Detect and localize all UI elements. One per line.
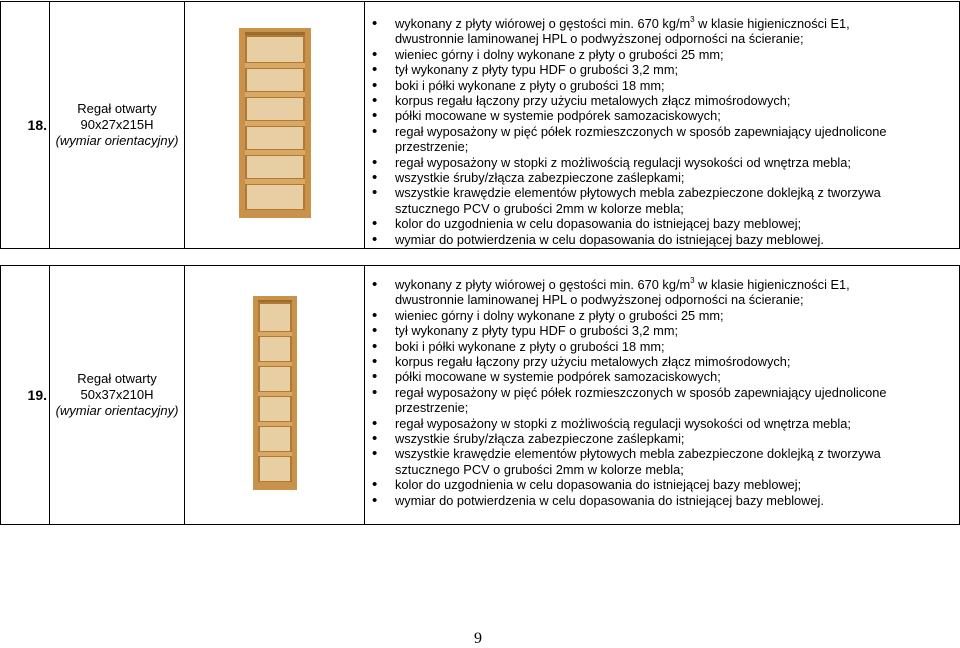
- spec-line: • regał wyposażony w pięć półek rozmieszczonych w sposób zapewniający ujednolicone: [393, 385, 959, 400]
- page-number: 9: [474, 630, 482, 647]
- item-description: [365, 2, 960, 249]
- item-note: (wymiar orientacyjny): [55, 403, 179, 418]
- product-row-19: [0, 265, 960, 525]
- spec-line-cont: przestrzenie;: [395, 400, 469, 416]
- spec-line-cont: dwustronnie laminowanej HPL o podwyższonej odporności na ścieranie;: [395, 292, 804, 308]
- item-name: Regał otwarty: [77, 371, 157, 386]
- spec-line: • półki mocowane w systemie podpórek samozaciskowych;: [393, 369, 959, 384]
- item-number: 18.: [1, 2, 50, 249]
- spec-line: • tył wykonany z płyty typu HDF o grubości 3,2 mm;: [393, 62, 959, 77]
- spec-line: • boki i półki wykonane z płyty o grubości 18 mm;: [393, 339, 959, 354]
- spec-line: • korpus regału łączony przy użyciu metalowych złącz mimośrodowych;: [393, 93, 959, 108]
- spec-line: • wymiar do potwierdzenia w celu dopasowania do istniejącej bazy meblowej.: [393, 232, 959, 247]
- item-dimensions: 50x37x210H: [80, 387, 154, 402]
- spec-line: • wszystkie krawędzie elementów płytowych mebla zabezpieczone doklejką z tworzywa: [393, 446, 959, 461]
- spec-line: • wykonany z płyty wiórowej o gęstości min. 670 $kg/m^3$ w klasie higieniczności E1,: [393, 16, 959, 31]
- spec-line: • kolor do uzgodnienia w celu dopasowania do istniejącej bazy meblowej;: [393, 477, 959, 492]
- spec-line: • kolor do uzgodnienia w celu dopasowania do istniejącej bazy meblowej;: [393, 216, 959, 231]
- spec-line-cont: sztucznego PCV o grubości 2mm w kolorze mebla;: [395, 461, 684, 477]
- spec-line: • wszystkie krawędzie elementów płytowych mebla zabezpieczone doklejką z tworzywa: [393, 185, 959, 200]
- spec-line: • wieniec górny i dolny wykonane z płyty o grubości 25 mm;: [393, 308, 959, 323]
- item-number: 19.: [1, 266, 50, 525]
- item-note: (wymiar orientacyjny): [55, 133, 179, 148]
- spec-line: • wymiar do potwierdzenia w celu dopasowania do istniejącej bazy meblowej.: [393, 493, 959, 508]
- item-picture-cell: [185, 2, 365, 249]
- spec-line: • korpus regału łączony przy użyciu metalowych złącz mimośrodowych;: [393, 354, 959, 369]
- item-name: Regał otwarty: [77, 101, 157, 116]
- spec-line-cont: sztucznego PCV o grubości 2mm w kolorze mebla;: [395, 200, 684, 216]
- item-name-cell: [50, 266, 185, 525]
- spec-line-cont: przestrzenie;: [395, 139, 469, 155]
- item-picture-cell: [185, 266, 365, 525]
- spec-line: • regał wyposażony w stopki z możliwością regulacji wysokości od wnętrza mebla;: [393, 416, 959, 431]
- spec-line: • boki i półki wykonane z płyty o grubości 18 mm;: [393, 78, 959, 93]
- spec-line: • wykonany z płyty wiórowej o gęstości min. 670 $kg/m^3$ w klasie higieniczności E1,: [393, 277, 959, 292]
- spec-line: • wieniec górny i dolny wykonane z płyty o grubości 25 mm;: [393, 47, 959, 62]
- spec-line-cont: dwustronnie laminowanej HPL o podwyższonej odporności na ścieranie;: [395, 31, 804, 47]
- bookshelf-image: [239, 28, 311, 218]
- product-row-18: [0, 1, 960, 249]
- spec-line: • wszystkie śruby/złącza zabezpieczone zaślepkami;: [393, 431, 959, 446]
- item-name-cell: [50, 2, 185, 249]
- bookshelf-image: [253, 296, 297, 490]
- spec-line: • regał wyposażony w pięć półek rozmieszczonych w sposób zapewniający ujednolicone: [393, 124, 959, 139]
- spec-line: • wszystkie śruby/złącza zabezpieczone zaślepkami;: [393, 170, 959, 185]
- item-description: [365, 266, 960, 525]
- item-dimensions: 90x27x215H: [80, 117, 154, 132]
- spec-line: • tył wykonany z płyty typu HDF o grubości 3,2 mm;: [393, 323, 959, 338]
- spec-line: • regał wyposażony w stopki z możliwością regulacji wysokości od wnętrza mebla;: [393, 155, 959, 170]
- spec-line: • półki mocowane w systemie podpórek samozaciskowych;: [393, 108, 959, 123]
